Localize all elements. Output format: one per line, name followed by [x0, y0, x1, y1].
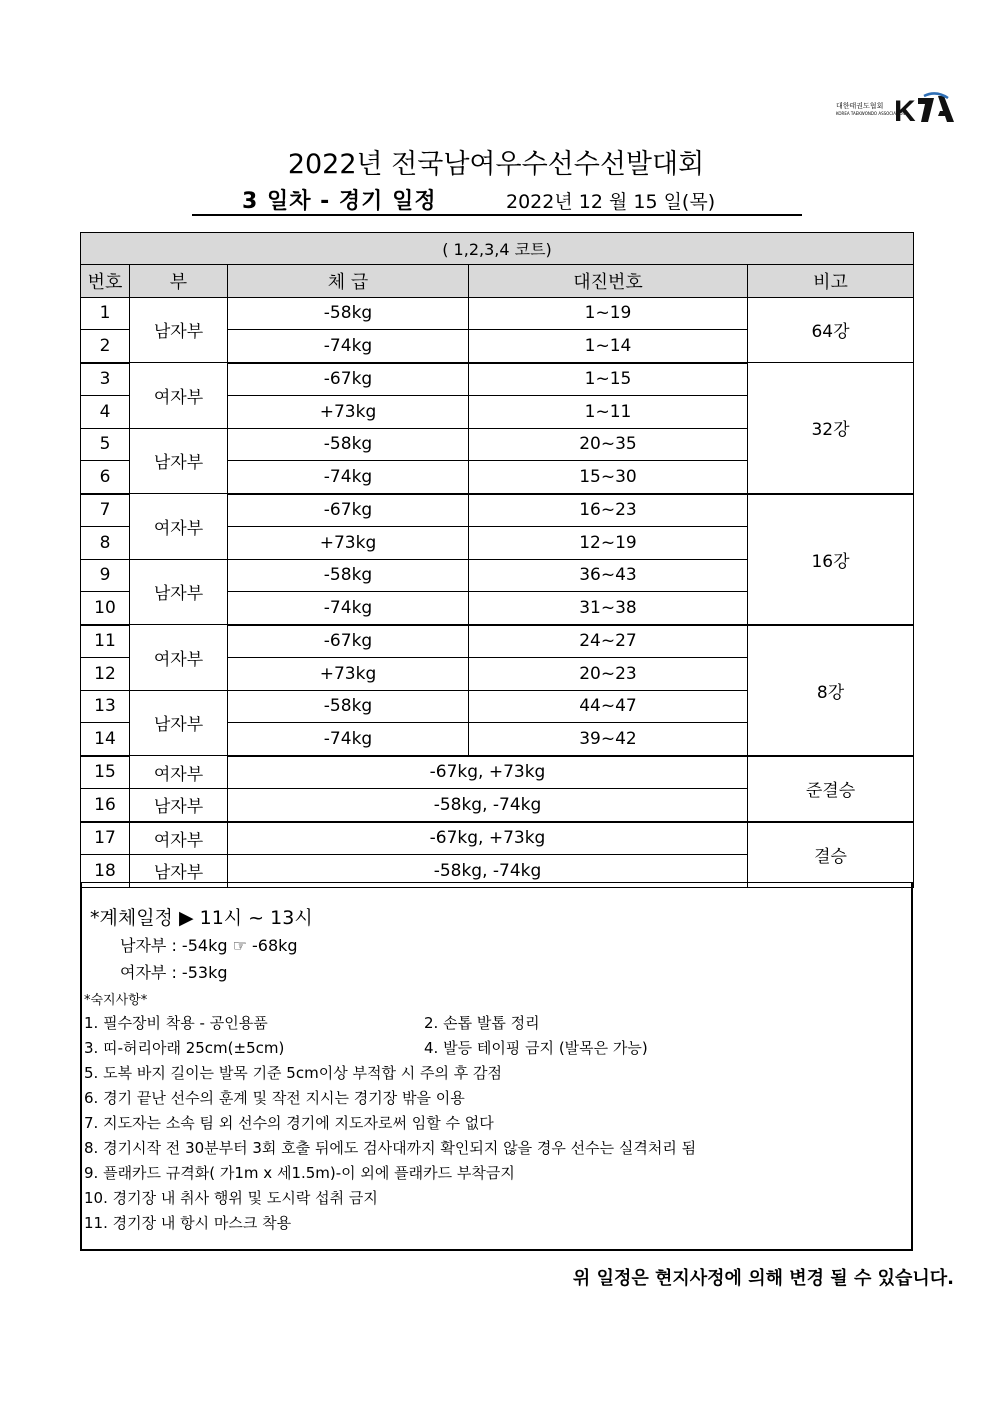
cell-division: 남자부 [130, 789, 228, 822]
header-division: 부 [130, 265, 228, 298]
cell-weight: -58kg [228, 559, 469, 592]
table-row [81, 297, 914, 330]
cell-number: 17 [81, 822, 130, 855]
note-item: 5. 도복 바지 길이는 발목 기준 5cm이상 부적합 시 주의 후 감점 [84, 1064, 502, 1082]
note-item: 10. 경기장 내 취사 행위 및 도시락 섭취 금지 [84, 1189, 378, 1207]
table-row [81, 625, 914, 658]
court-row [81, 233, 914, 265]
cell-number: 18 [81, 855, 130, 888]
match-schedule-table [80, 232, 914, 888]
cell-round: 8강 [748, 625, 914, 756]
cell-bracket: 31~38 [469, 592, 748, 625]
cell-bracket: 20~35 [469, 428, 748, 461]
cell-round: 준결승 [748, 756, 914, 822]
cell-division: 여자부 [130, 756, 228, 789]
cell-bracket: 15~30 [469, 461, 748, 494]
cell-number: 16 [81, 789, 130, 822]
weigh-in-women: 여자부 : -53kg [120, 963, 228, 982]
cell-weight: -74kg [228, 723, 469, 756]
cell-number: 3 [81, 363, 130, 396]
note-item: 3. 띠-허리아래 25cm(±5cm) [84, 1039, 285, 1057]
notes-box [80, 882, 913, 1251]
cell-division: 여자부 [130, 494, 228, 560]
cell-number: 4 [81, 396, 130, 429]
cell-number: 5 [81, 428, 130, 461]
weigh-in-schedule: *계체일정 ▶ 11시 ~ 13시 [90, 907, 313, 929]
cell-number: 13 [81, 690, 130, 723]
cell-weight: +73kg [228, 658, 469, 691]
table-row [81, 494, 914, 527]
cell-weight: +73kg [228, 396, 469, 429]
cell-number: 10 [81, 592, 130, 625]
notes-heading: *숙지사항* [84, 993, 148, 1008]
cell-number: 12 [81, 658, 130, 691]
cell-number: 9 [81, 559, 130, 592]
weigh-in-men: 남자부 : -54kg ☞ -68kg [120, 936, 298, 955]
court-label: ( 1,2,3,4 코트) [81, 233, 914, 265]
cell-round: 64강 [748, 297, 914, 363]
kta-logo [836, 92, 956, 126]
cell-bracket: 1~14 [469, 330, 748, 363]
cell-weight: -74kg [228, 461, 469, 494]
cell-weight: -58kg [228, 690, 469, 723]
header-note: 비고 [748, 265, 914, 298]
cell-round: 16강 [748, 494, 914, 625]
cell-division: 남자부 [130, 690, 228, 756]
schedule-change-notice: 위 일정은 현지사정에 의해 변경 될 수 있습니다. [572, 1268, 954, 1289]
header-number: 번호 [81, 265, 130, 298]
table-row [81, 363, 914, 396]
cell-weight: +73kg [228, 527, 469, 560]
header-weight-class: 체 급 [228, 265, 469, 298]
cell-weight: -74kg [228, 330, 469, 363]
note-item: 6. 경기 끝난 선수의 훈계 및 작전 지시는 경기장 밖을 이용 [84, 1089, 465, 1107]
cell-weights: -67kg, +73kg [228, 822, 748, 855]
cell-weights: -58kg, -74kg [228, 855, 748, 888]
cell-number: 6 [81, 461, 130, 494]
cell-number: 8 [81, 527, 130, 560]
cell-weight: -67kg [228, 625, 469, 658]
cell-bracket: 1~11 [469, 396, 748, 429]
cell-weight: -58kg [228, 428, 469, 461]
page-title: 2022년 전국남여우수선수선발대회 [287, 149, 705, 180]
cell-number: 7 [81, 494, 130, 527]
cell-number: 15 [81, 756, 130, 789]
table-row [81, 822, 914, 855]
logo-org-korean: 대한태권도협회 [836, 102, 884, 110]
cell-round: 결승 [748, 822, 914, 888]
cell-bracket: 36~43 [469, 559, 748, 592]
note-item: 1. 필수장비 착용 - 공인용품 [84, 1014, 268, 1032]
cell-weights: -67kg, +73kg [228, 756, 748, 789]
cell-bracket: 1~15 [469, 363, 748, 396]
cell-division: 남자부 [130, 428, 228, 494]
svg-text:K: K [894, 95, 916, 126]
cell-number: 14 [81, 723, 130, 756]
cell-weights: -58kg, -74kg [228, 789, 748, 822]
cell-division: 여자부 [130, 363, 228, 429]
schedule-date: 2022년 12 월 15 일(목) [506, 191, 716, 213]
table-header-row [81, 265, 914, 298]
cell-division: 여자부 [130, 822, 228, 855]
header-bracket: 대진번호 [469, 265, 748, 298]
cell-division: 남자부 [130, 297, 228, 363]
note-item: 4. 발등 테이핑 금지 (발목은 가능) [424, 1039, 648, 1057]
day-schedule-label: 3 일차 - 경기 일정 [242, 189, 437, 214]
cell-bracket: 24~27 [469, 625, 748, 658]
cell-bracket: 16~23 [469, 494, 748, 527]
cell-division: 남자부 [130, 855, 228, 888]
cell-bracket: 20~23 [469, 658, 748, 691]
note-item: 11. 경기장 내 항시 마스크 착용 [84, 1214, 292, 1232]
cell-bracket: 44~47 [469, 690, 748, 723]
cell-bracket: 1~19 [469, 297, 748, 330]
cell-division: 남자부 [130, 559, 228, 625]
cell-weight: -67kg [228, 494, 469, 527]
note-item: 9. 플래카드 규격화( 가1m x 세1.5m)-이 외에 플래카드 부착금지 [84, 1164, 515, 1182]
note-item: 7. 지도자는 소속 팀 외 선수의 경기에 지도자로써 임할 수 없다 [84, 1114, 494, 1132]
cell-weight: -74kg [228, 592, 469, 625]
logo-org-english: KOREA TAEKWONDO ASSOCIATION [836, 111, 906, 116]
cell-round: 32강 [748, 363, 914, 494]
cell-weight: -67kg [228, 363, 469, 396]
cell-weight: -58kg [228, 297, 469, 330]
kta-logo-icon [894, 92, 956, 126]
cell-number: 11 [81, 625, 130, 658]
cell-number: 2 [81, 330, 130, 363]
schedule-subtitle [192, 184, 802, 216]
table-row [81, 756, 914, 789]
note-item: 2. 손톱 발톱 정리 [424, 1014, 540, 1032]
cell-bracket: 39~42 [469, 723, 748, 756]
cell-division: 여자부 [130, 625, 228, 691]
cell-number: 1 [81, 297, 130, 330]
cell-bracket: 12~19 [469, 527, 748, 560]
note-item: 8. 경기시작 전 30분부터 3회 호출 뒤에도 검사대까지 확인되지 않을 경우 선수는 실격처리 됨 [84, 1139, 697, 1157]
